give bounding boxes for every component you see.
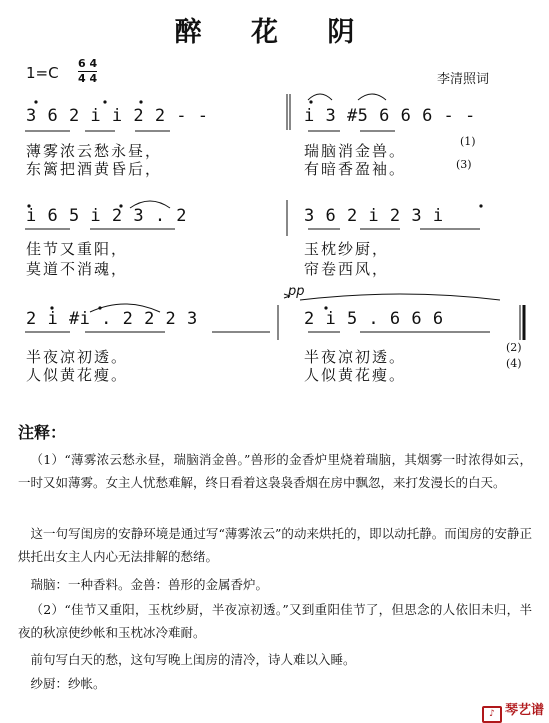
lyric-3-verse1-b: 半夜凉初透。 <box>304 348 407 366</box>
octave-dot <box>309 100 312 103</box>
note-paragraph-6: 纱厨：纱帐。 <box>30 676 106 691</box>
lyric-1-verse1-a: 薄雾浓云愁永昼， <box>26 142 163 160</box>
slur <box>300 294 500 300</box>
logo-icon: ♪ <box>482 706 502 723</box>
note-paragraph-3: 瑞脑：一种香料。金兽：兽形的金属香炉。 <box>30 577 269 592</box>
notation-line-1b: i 3 #5 6 6 6 - - <box>304 106 476 126</box>
page-title: 醉 花 阴 <box>174 17 375 48</box>
lyric-1-verse1-b: 瑞脑消金兽。 <box>304 142 407 160</box>
octave-dot <box>103 100 106 103</box>
note-paragraph-5: 前句写白天的愁，这句写晚上闺房的清冷，诗人难以入睡。 <box>30 652 356 667</box>
slur <box>358 94 386 100</box>
note-paragraph-2: 这一句写闺房的安静环境是通过写“薄雾浓云”的动来烘托的，即以动托静。而闺房的安静正烘托出女主人内心无法排解的愁绪。 <box>18 526 532 564</box>
lyric-3-verse2-b: 人似黄花瘦。 <box>304 366 407 384</box>
logo-text: 琴艺谱 <box>505 703 545 718</box>
octave-dot <box>34 100 37 103</box>
notation-line-2a: i 6 5 i 2 3 . 2 <box>26 206 188 226</box>
lyric-1-verse2-b: 有暗香盈袖。 <box>304 160 407 178</box>
notation-line-2b: 3 6 2 i 2 3 i <box>304 206 444 226</box>
note-paragraph-1: （1）“薄雾浓云愁永昼，瑞脑消金兽。”兽形的金香炉里烧着瑞脑，其烟雾一时浓得如云，一时又如薄雾。女主人忧愁难解，终日看着这袅袅香烟在房中飘忽，来打发漫长的白天。 <box>18 452 532 490</box>
lyricist: 李清照词 <box>437 72 490 87</box>
lyric-2-verse1-b: 玉枕纱厨， <box>304 240 390 258</box>
slur <box>308 94 332 100</box>
footnote-marker: (3) <box>456 158 472 171</box>
footnote-marker: (1) <box>460 135 476 148</box>
key-signature: 1=C <box>26 64 59 82</box>
notation-line-3a: 2 i #i . 2 2 2 3 <box>26 309 198 329</box>
notation-line-1a: 3 6 2 i i 2 2 - - <box>26 106 209 126</box>
lyric-3-verse2-a: 人似黄花瘦。 <box>26 366 129 384</box>
time-signature-top: 6 4 <box>78 57 98 70</box>
notation-line-3b: 2 i 5 . 6 6 6 <box>304 309 444 329</box>
lyric-3-verse1-a: 半夜凉初透。 <box>26 348 129 366</box>
note-paragraph-4: （2）“佳节又重阳，玉枕纱厨，半夜凉初透。”又到重阳佳节了，但思念的人依旧未归，半夜的秋凉使纱帐和玉枕冰冷难耐。 <box>18 602 532 640</box>
notes-heading: 注释： <box>18 423 67 442</box>
octave-dot <box>479 204 482 207</box>
dynamic-marking: pp <box>288 284 305 299</box>
time-signature-bottom: 4 4 <box>78 72 98 85</box>
site-logo <box>482 699 544 723</box>
octave-dot <box>139 100 142 103</box>
lyric-2-verse1-a: 佳节又重阳， <box>26 240 129 258</box>
lyric-1-verse2-a: 东篱把酒黄昏后， <box>26 160 163 178</box>
lyric-2-verse2-a: 莫道不消魂， <box>26 260 129 278</box>
lyric-2-verse2-b: 帘卷西风， <box>304 260 390 278</box>
footnote-marker: (4) <box>506 357 522 370</box>
footnote-marker: (2) <box>506 341 522 354</box>
